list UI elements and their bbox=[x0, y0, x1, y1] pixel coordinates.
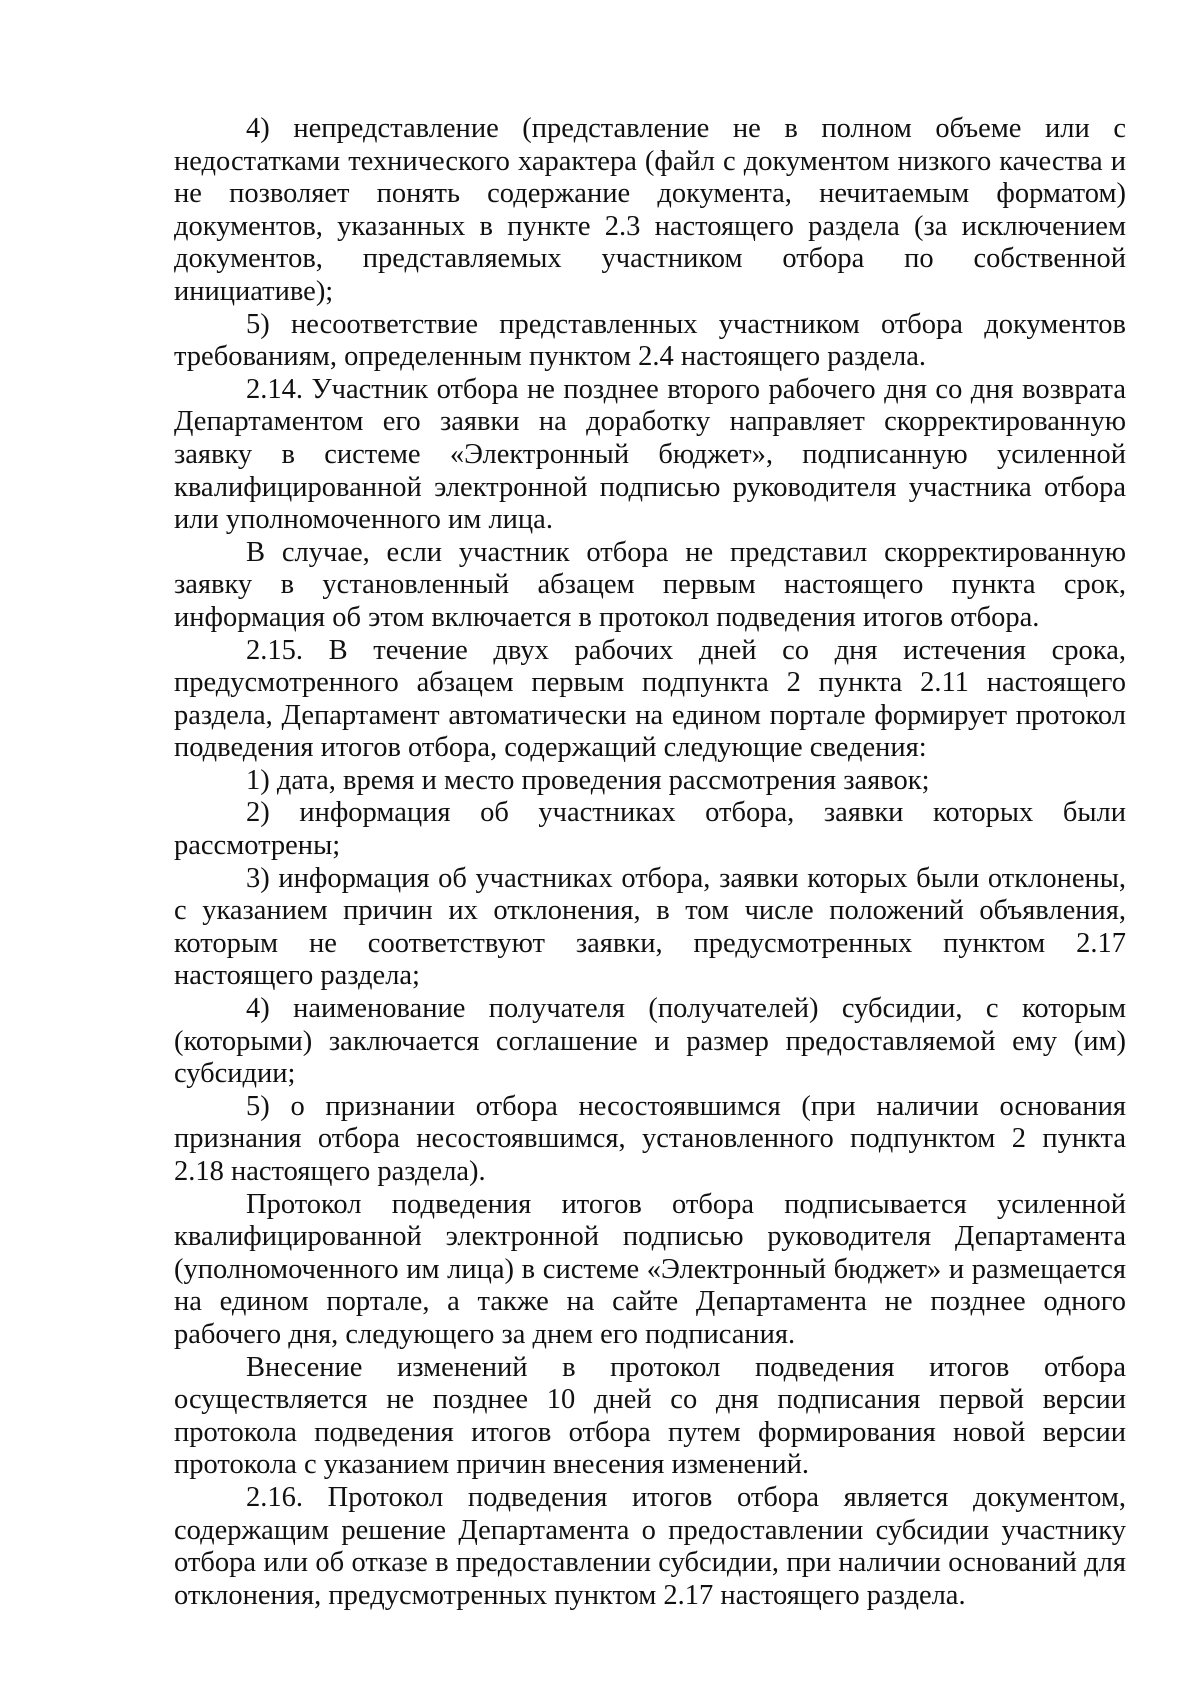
paragraph-item-5-non-compliance: 5) несоответствие представленных участником отбора документов требованиям, определенным пунктом 2.4 настоящего раздела. bbox=[174, 308, 1126, 373]
paragraph-protocol-signing: Протокол подведения итогов отбора подписывается усиленной квалифицированной электронной подписью руководителя Департамента (уполномоченного им лица) в системе «Электронный бюджет» и размещается на едином портале, а также на сайте Департамента не позднее одного рабочего дня, следующего за днем его подписания. bbox=[174, 1188, 1126, 1350]
list-item-3: 3) информация об участниках отбора, заявки которых были отклонены, с указанием причин их отклонения, в том числе положений объявления, которым не соответствуют заявки, предусмотренных пунктом 2.17 настоящего раздела; bbox=[174, 862, 1126, 992]
paragraph-item-4-non-submission: 4) непредставление (представление не в полном объеме или с недостатками технического характера (файл с документом низкого качества и не позволяет понять содержание документа, нечитаемым форматом) документов, указанных в пункте 2.3 настоящего раздела (за исключением документов, представляемых участником отбора по собственной инициативе); bbox=[174, 113, 1126, 307]
paragraph-protocol-changes: Внесение изменений в протокол подведения итогов отбора осуществляется не позднее 10 дней со дня подписания первой версии протокола подведения итогов отбора путем формирования новой версии протокола с указанием причин внесения изменений. bbox=[174, 1351, 1126, 1481]
list-item-5: 5) о признании отбора несостоявшимся (при наличии основания признания отбора несостоявшимся, установленного подпунктом 2 пункта 2.18 настоящего раздела). bbox=[174, 1090, 1126, 1187]
paragraph-2-15: 2.15. В течение двух рабочих дней со дня истечения срока, предусмотренного абзацем первым подпункта 2 пункта 2.11 настоящего раздела, Департамент автоматически на едином портале формирует протокол подведения итогов отбора, содержащий следующие сведения: bbox=[174, 634, 1126, 764]
list-item-1: 1) дата, время и место проведения рассмотрения заявок; bbox=[246, 764, 930, 796]
list-item-4: 4) наименование получателя (получателей) субсидии, с которым (которыми) заключается соглашение и размер предоставляемой ему (им) субсидии; bbox=[174, 993, 1126, 1090]
document-page bbox=[174, 113, 1126, 1612]
paragraph-2-14: 2.14. Участник отбора не позднее второго рабочего дня со дня возврата Департаментом его заявки на доработку направляет скорректированную заявку в системе «Электронный бюджет», подписанную усиленной квалифицированной электронной подписью руководителя участника отбора или уполномоченного им лица. bbox=[174, 373, 1126, 536]
paragraph-2-14-case: В случае, если участник отбора не представил скорректированную заявку в установленный абзацем первым настоящего пункта срок, информация об этом включается в протокол подведения итогов отбора. bbox=[174, 536, 1126, 633]
list-item-2: 2) информация об участниках отбора, заявки которых были рассмотрены; bbox=[174, 797, 1126, 862]
paragraph-2-16: 2.16. Протокол подведения итогов отбора является документом, содержащим решение Департамента о предоставлении субсидии участнику отбора или об отказе в предоставлении субсидии, при наличии оснований для отклонения, предусмотренных пунктом 2.17 настоящего раздела. bbox=[174, 1481, 1126, 1611]
